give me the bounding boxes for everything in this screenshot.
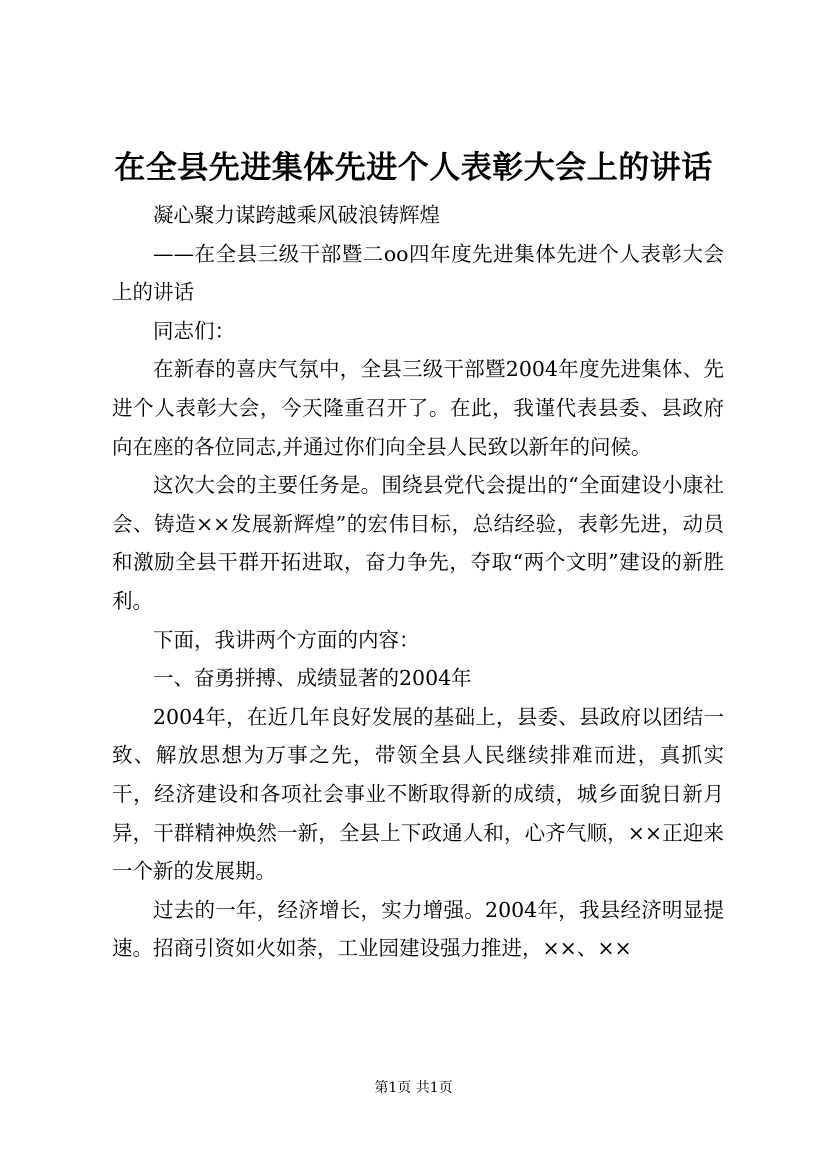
subtitle-line: 凝心聚力谋跨越乘风破浪铸辉煌 [153, 203, 440, 227]
paragraph: 2004年，在近几年良好发展的基础上，县委、县政府以团结一致、解放思想为万事之先，带领全县人民继续排难而进，真抓实干，经济建设和各项社会事业不断取得新的成绩，城乡面貌日新月异，干群精神焕然一新，全县上下政通人和，心齐气顺，××正迎来一个新的发展期。 [112, 704, 724, 884]
page-title: 在全县先进集体先进个人表彰大会上的讲话 [114, 150, 713, 186]
section-heading: 一、奋勇拼搏、成绩显著的2004年 [153, 666, 472, 691]
page-footer: 第1页 共1页 [374, 1080, 453, 1096]
document-body [112, 196, 724, 968]
paragraph: 这次大会的主要任务是。围绕县党代会提出的“全面建设小康社会、铸造××发展新辉煌”的宏伟目标，总结经验，表彰先进，动员和激励全县干群开拓进取，奋力争先，夺取“两个文明”建设的新胜利。 [112, 473, 724, 613]
salutation: 同志们： [153, 318, 235, 343]
paragraph: 在新春的喜庆气氛中，全县三级干部暨2004年度先进集体、先进个人表彰大会，今天隆重召开了。在此，我谨代表县委、县政府向在座的各位同志,并通过你们向全县人民致以新年的问候。 [112, 357, 724, 459]
paragraph: 下面，我讲两个方面的内容： [153, 627, 420, 652]
subtitle-note: ——在全县三级干部暨二oo四年度先进集体先进个人表彰大会上的讲话 [112, 241, 724, 305]
paragraph: 过去的一年，经济增长，实力增强。2004年，我县经济明显提速。招商引资如火如荼，工业园建设强力推进，××、×× [112, 897, 724, 961]
